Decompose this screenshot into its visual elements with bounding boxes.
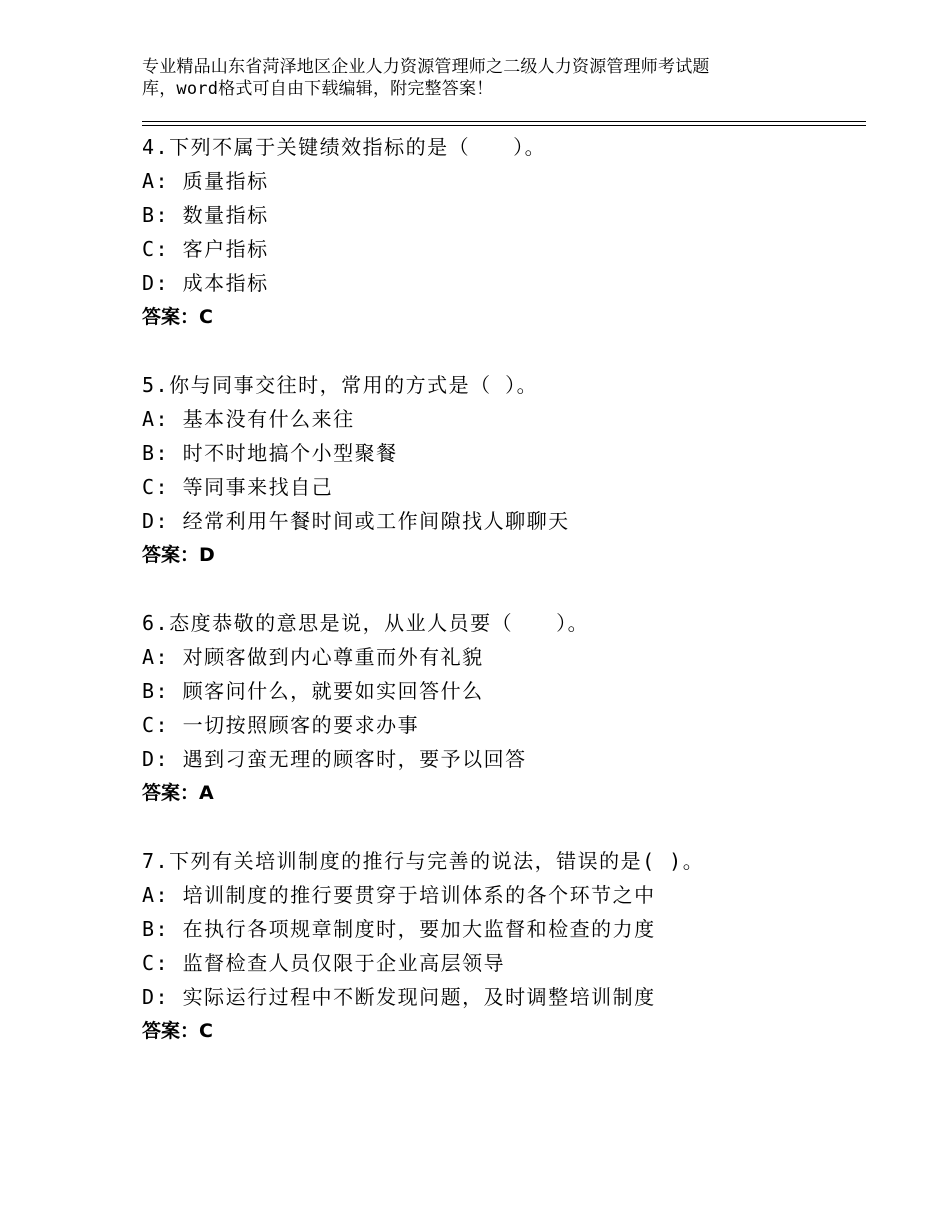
document-header (142, 56, 782, 100)
answer-line: 答案：D (142, 544, 215, 566)
answer-line: 答案：C (142, 1020, 213, 1042)
option-a: A: 质量指标 (142, 169, 269, 193)
header-line-1: 专业精品山东省菏泽地区企业人力资源管理师之二级人力资源管理师考试题 (142, 57, 710, 77)
option-a: A: 培训制度的推行要贯穿于培训体系的各个环节之中 (142, 883, 656, 907)
option-a: A: 对顾客做到内心尊重而外有礼貌 (142, 645, 484, 669)
option-b: B: 在执行各项规章制度时，要加大监督和检查的力度 (142, 917, 656, 941)
option-d: D: 成本指标 (142, 271, 269, 295)
option-d: D: 经常利用午餐时间或工作间隙找人聊聊天 (142, 509, 570, 533)
answer-line: 答案：A (142, 782, 214, 804)
question-6 (142, 606, 862, 810)
option-c: C: 一切按照顾客的要求办事 (142, 713, 420, 737)
header-divider-top (142, 121, 866, 122)
option-c: C: 客户指标 (142, 237, 269, 261)
option-a: A: 基本没有什么来往 (142, 407, 355, 431)
question-stem: 7.下列有关培训制度的推行与完善的说法，错误的是( )。 (142, 849, 705, 873)
option-b: B: 时不时地搞个小型聚餐 (142, 441, 398, 465)
header-line-2: 库，word格式可自由下载编辑，附完整答案！ (142, 79, 494, 99)
question-stem: 6.态度恭敬的意思是说，从业人员要（ ）。 (142, 611, 590, 635)
option-b: B: 数量指标 (142, 203, 269, 227)
option-d: D: 实际运行过程中不断发现问题，及时调整培训制度 (142, 985, 656, 1009)
answer-line: 答案：C (142, 306, 213, 328)
question-5 (142, 368, 862, 572)
question-stem: 5.你与同事交往时，常用的方式是（ ）。 (142, 373, 539, 397)
question-7 (142, 844, 862, 1048)
question-list (142, 130, 862, 1048)
option-c: C: 监督检查人员仅限于企业高层领导 (142, 951, 506, 975)
question-stem: 4.下列不属于关键绩效指标的是（ ）。 (142, 135, 547, 159)
question-4 (142, 130, 862, 334)
option-d: D: 遇到刁蛮无理的顾客时，要予以回答 (142, 747, 527, 771)
option-b: B: 顾客问什么，就要如实回答什么 (142, 679, 484, 703)
option-c: C: 等同事来找自己 (142, 475, 334, 499)
header-divider-bottom (142, 125, 866, 126)
